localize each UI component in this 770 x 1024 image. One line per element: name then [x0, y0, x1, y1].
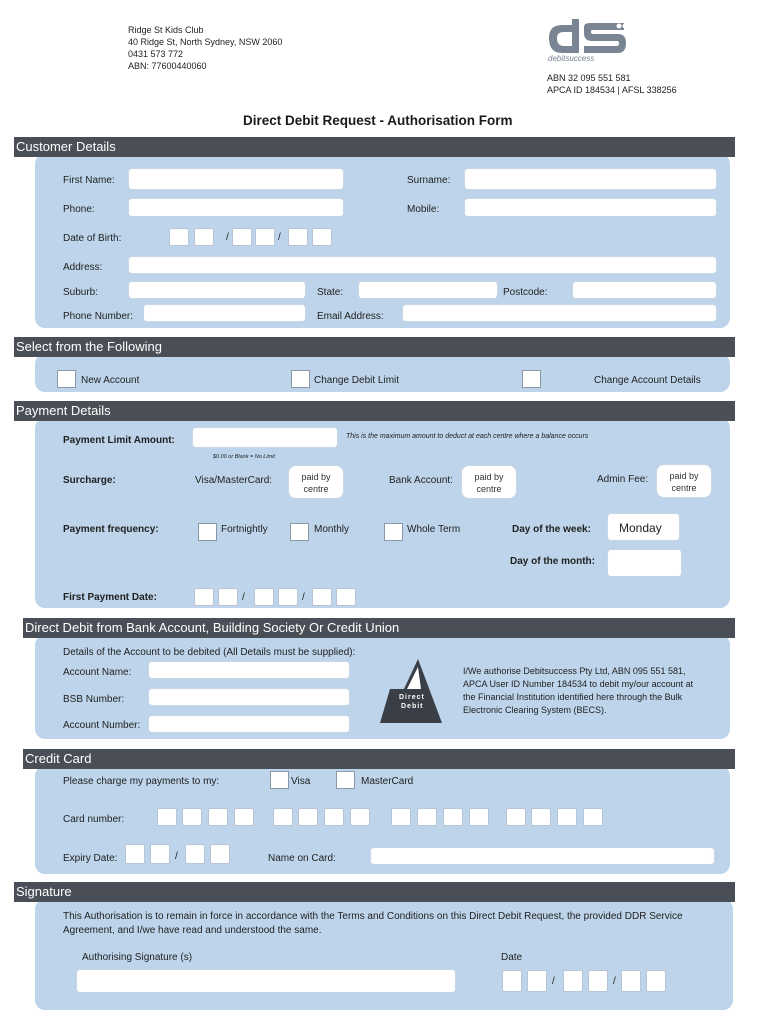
first-payment-slash-2: / — [302, 592, 305, 603]
mastercard-label: MasterCard — [361, 776, 414, 787]
expiry-year-2[interactable] — [210, 844, 230, 864]
expiry-month-2[interactable] — [150, 844, 170, 864]
dob-slash-2: / — [278, 232, 281, 243]
bank-centre: centre — [476, 484, 502, 494]
card-digit-12[interactable] — [469, 808, 489, 826]
monthly-label: Monthly — [314, 524, 350, 535]
expiry-slash: / — [175, 851, 178, 862]
change-limit-label: Change Debit Limit — [314, 375, 400, 386]
club-abn: ABN: 77600440060 — [128, 61, 207, 71]
phone-number-field[interactable] — [143, 304, 306, 322]
form-title: Direct Debit Request - Authorisation Form — [243, 113, 513, 128]
address-label: Address: — [63, 262, 103, 273]
first-payment-month-2[interactable] — [278, 588, 298, 606]
signature-field[interactable] — [76, 969, 456, 993]
card-digit-5[interactable] — [273, 808, 293, 826]
sig-date-slash-2: / — [613, 976, 616, 987]
club-address: 40 Ridge St, North Sydney, NSW 2060 — [128, 37, 283, 47]
address-field[interactable] — [128, 256, 717, 274]
debitsuccess-abn: ABN 32 095 551 581 — [547, 73, 631, 83]
card-digit-8[interactable] — [350, 808, 370, 826]
dob-label: Date of Birth: — [63, 233, 122, 244]
postcode-label: Postcode: — [503, 287, 548, 298]
name-on-card-field[interactable] — [370, 847, 715, 865]
sig-date-month-1[interactable] — [563, 970, 583, 992]
card-digit-3[interactable] — [208, 808, 228, 826]
card-digit-6[interactable] — [298, 808, 318, 826]
authorise-line-2: APCA User ID Number 184534 to debit my/our account at — [463, 679, 694, 689]
fortnightly-label: Fortnightly — [221, 524, 268, 535]
account-number-field[interactable] — [148, 715, 350, 733]
sig-date-day-1[interactable] — [502, 970, 522, 992]
visa-label: Visa — [291, 776, 311, 787]
payment-details-heading: Payment Details — [14, 401, 735, 421]
authorisation-text-2: Agreement, and I/we have read and understood the same. — [63, 925, 322, 936]
sig-date-year-1[interactable] — [621, 970, 641, 992]
account-details-instruction: Details of the Account to be debited (All Details must be supplied): — [63, 647, 356, 658]
account-name-field[interactable] — [148, 661, 350, 679]
dob-slash-1: / — [226, 232, 229, 243]
card-digit-13[interactable] — [506, 808, 526, 826]
payment-frequency-label: Payment frequency: — [63, 524, 159, 535]
day-of-week-label: Day of the week: — [512, 524, 591, 535]
bsb-field[interactable] — [148, 688, 350, 706]
authorisation-text-1: This Authorisation is to remain in force in accordance with the Terms and Conditions on this Direct Debit Request, the provided DDR Service — [63, 911, 683, 922]
phone-label: Phone: — [63, 204, 95, 215]
card-digit-10[interactable] — [417, 808, 437, 826]
credit-card-heading: Credit Card — [23, 749, 735, 769]
authorise-line-4: Electronic Clearing System (BECS). — [463, 705, 607, 715]
monthly-checkbox[interactable] — [290, 523, 309, 541]
change-details-checkbox[interactable] — [522, 370, 541, 388]
customer-details-heading: Customer Details — [14, 137, 735, 157]
phone-number-label: Phone Number: — [63, 311, 134, 322]
club-phone: 0431 573 772 — [128, 49, 184, 59]
admin-paid-by: paid by — [669, 471, 699, 481]
logo-text: debitsuccess — [548, 54, 595, 63]
account-name-label: Account Name: — [63, 667, 132, 678]
surname-field[interactable] — [464, 168, 717, 190]
expiry-label: Expiry Date: — [63, 853, 118, 864]
sig-date-month-2[interactable] — [588, 970, 608, 992]
mobile-label: Mobile: — [407, 204, 440, 215]
first-payment-year-2[interactable] — [336, 588, 356, 606]
direct-debit-logo — [380, 659, 444, 723]
state-label: State: — [317, 287, 344, 298]
admin-fee-value[interactable] — [656, 464, 712, 498]
first-payment-month-1[interactable] — [254, 588, 274, 606]
sig-date-year-2[interactable] — [646, 970, 666, 992]
card-number-label: Card number: — [63, 814, 125, 825]
first-payment-slash-1: / — [242, 592, 245, 603]
phone-field[interactable] — [128, 198, 344, 217]
name-on-card-label: Name on Card: — [268, 853, 336, 864]
charge-label: Please charge my payments to my: — [63, 776, 220, 787]
dob-day-1[interactable] — [169, 228, 189, 246]
whole-term-checkbox[interactable] — [384, 523, 403, 541]
expiry-year-1[interactable] — [185, 844, 205, 864]
visa-mc-label: Visa/MasterCard: — [195, 475, 273, 486]
payment-limit-field[interactable] — [192, 427, 338, 448]
email-field[interactable] — [402, 304, 717, 322]
card-digit-1[interactable] — [157, 808, 177, 826]
payment-limit-note: This is the maximum amount to deduct at each centre where a balance occurs — [346, 433, 589, 440]
surcharge-label: Surcharge: — [63, 475, 116, 486]
new-account-label: New Account — [81, 375, 140, 386]
change-details-label: Change Account Details — [594, 375, 701, 386]
bsb-label: BSB Number: — [63, 694, 125, 705]
surname-label: Surname: — [407, 175, 451, 186]
dob-year-1[interactable] — [288, 228, 308, 246]
select-heading: Select from the Following — [14, 337, 735, 357]
direct-debit-logo-line1: Direct — [399, 694, 425, 701]
bank-heading: Direct Debit from Bank Account, Building Society Or Credit Union — [23, 618, 735, 638]
day-of-week-field[interactable]: Monday — [607, 513, 680, 541]
bank-account-surcharge[interactable] — [461, 465, 517, 499]
direct-debit-logo-line2: Debit — [401, 703, 424, 710]
card-digit-15[interactable] — [557, 808, 577, 826]
visa-mc-surcharge[interactable] — [288, 465, 344, 499]
debitsuccess-logo — [546, 15, 632, 67]
bank-paid-by: paid by — [474, 472, 504, 482]
day-of-month-field[interactable] — [607, 549, 682, 577]
payment-limit-label: Payment Limit Amount: — [63, 435, 175, 446]
bank-account-surcharge-label: Bank Account: — [389, 475, 453, 486]
first-name-label: First Name: — [63, 175, 115, 186]
first-name-field[interactable] — [128, 168, 344, 190]
dob-day-2[interactable] — [194, 228, 214, 246]
sig-date-day-2[interactable] — [527, 970, 547, 992]
signature-label: Authorising Signature (s) — [82, 952, 193, 963]
account-number-label: Account Number: — [63, 720, 141, 731]
whole-term-label: Whole Term — [407, 524, 461, 535]
signature-heading: Signature — [14, 882, 735, 902]
authorise-line-1: I/We authorise Debitsuccess Pty Ltd, ABN 095 551 581, — [463, 666, 686, 676]
visa-mc-centre: centre — [303, 484, 329, 494]
day-of-month-label: Day of the month: — [510, 556, 595, 567]
postcode-field[interactable] — [572, 281, 717, 299]
apca-id: APCA ID 184534 | AFSL 338256 — [547, 85, 677, 95]
admin-fee-label: Admin Fee: — [597, 474, 649, 485]
first-payment-day-2[interactable] — [218, 588, 238, 606]
expiry-month-1[interactable] — [125, 844, 145, 864]
date-label: Date — [501, 952, 523, 963]
payment-limit-hint: $0.00 or Blank = No Limit — [213, 454, 275, 460]
card-digit-2[interactable] — [182, 808, 202, 826]
mobile-field[interactable] — [464, 198, 717, 217]
email-label: Email Address: — [317, 311, 384, 322]
visa-checkbox[interactable] — [270, 771, 289, 789]
suburb-label: Suburb: — [63, 287, 99, 298]
visa-mc-paid-by: paid by — [301, 472, 331, 482]
dob-month-1[interactable] — [232, 228, 252, 246]
new-account-checkbox[interactable] — [57, 370, 76, 388]
card-digit-16[interactable] — [583, 808, 603, 826]
mastercard-checkbox[interactable] — [336, 771, 355, 789]
fortnightly-checkbox[interactable] — [198, 523, 217, 541]
dob-month-2[interactable] — [255, 228, 275, 246]
authorise-line-3: the Financial Institution identified here through the Bulk — [463, 692, 683, 702]
first-payment-date-label: First Payment Date: — [63, 592, 157, 603]
card-digit-14[interactable] — [531, 808, 551, 826]
card-digit-4[interactable] — [234, 808, 254, 826]
card-digit-9[interactable] — [391, 808, 411, 826]
admin-centre: centre — [671, 483, 697, 493]
change-limit-checkbox[interactable] — [291, 370, 310, 388]
card-digit-7[interactable] — [324, 808, 344, 826]
first-payment-day-1[interactable] — [194, 588, 214, 606]
club-name: Ridge St Kids Club — [128, 25, 204, 35]
select-panel — [35, 354, 730, 392]
sig-date-slash-1: / — [552, 976, 555, 987]
state-field[interactable] — [358, 281, 498, 299]
suburb-field[interactable] — [128, 281, 306, 299]
card-digit-11[interactable] — [443, 808, 463, 826]
first-payment-year-1[interactable] — [312, 588, 332, 606]
dob-year-2[interactable] — [312, 228, 332, 246]
